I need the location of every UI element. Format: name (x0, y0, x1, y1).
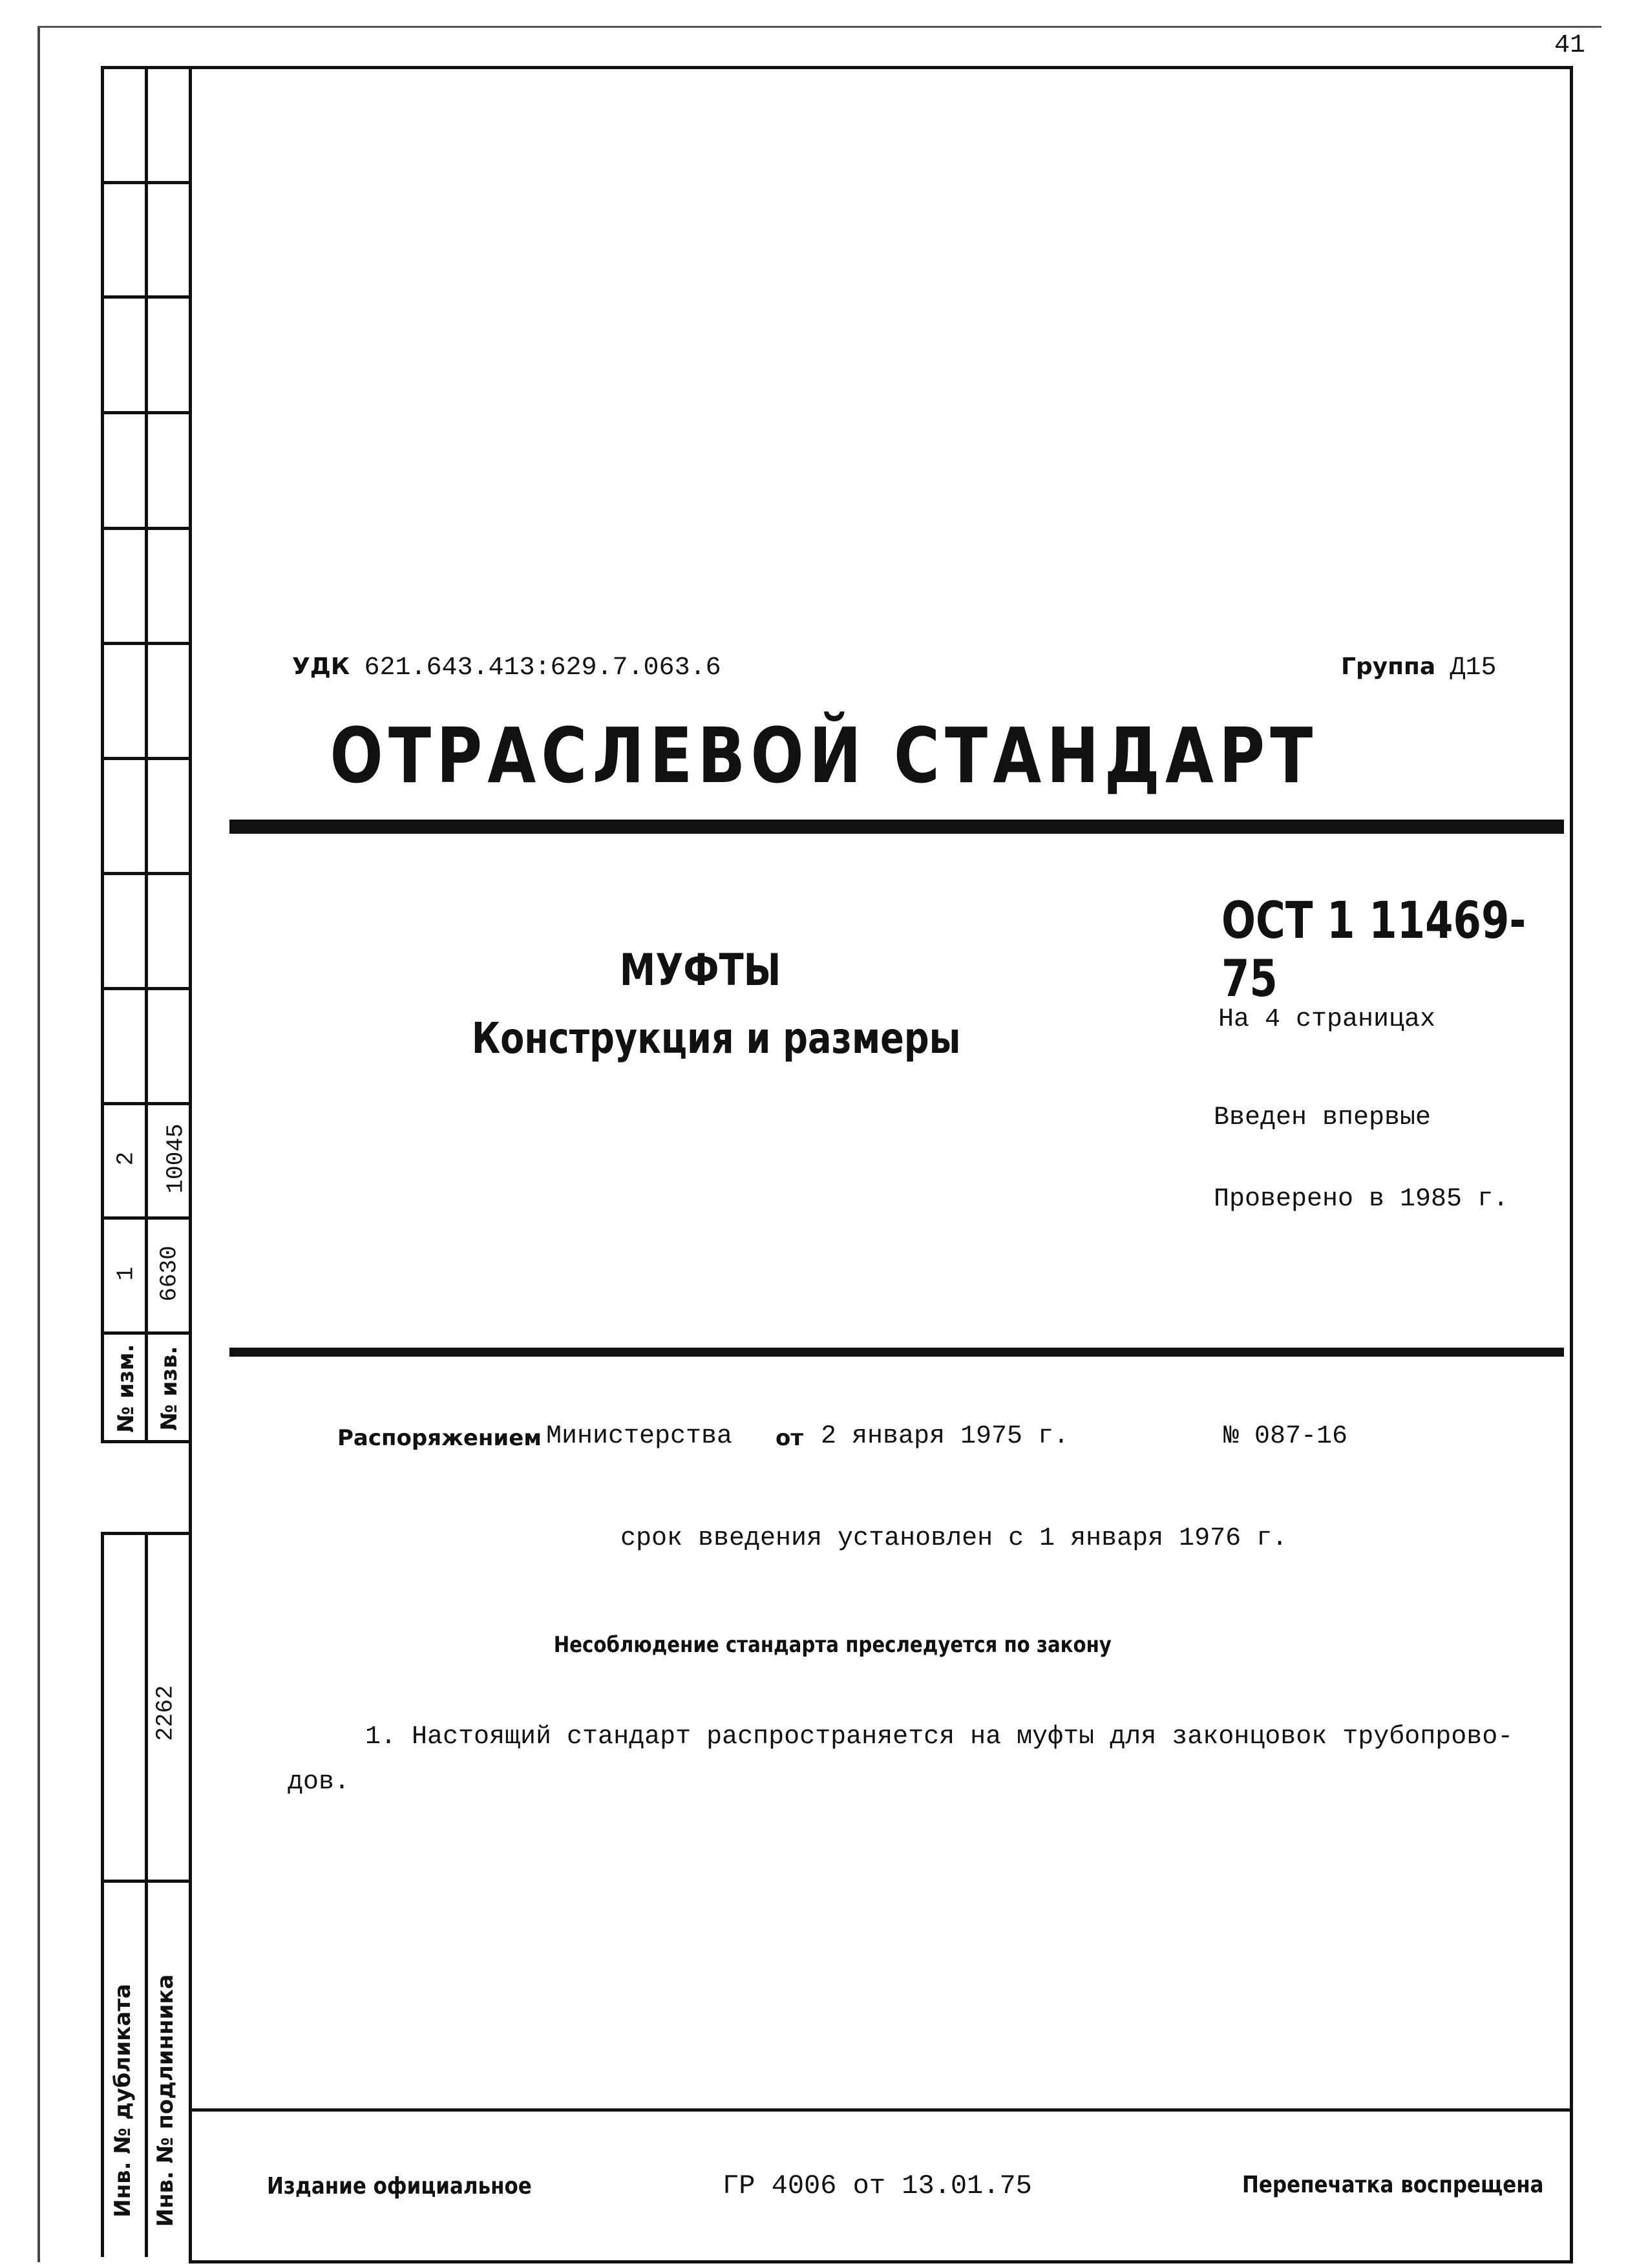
standard-designation: ОСТ 1 11469-75 (1221, 892, 1527, 1008)
outer-border-top (37, 26, 1601, 28)
doc-number-1: 6630 (156, 1245, 183, 1302)
group-label: Группа (1341, 653, 1436, 680)
edition-note: Издание официальное (267, 2173, 532, 2199)
duplicate-inventory-label: Инв. № дубликата (110, 1984, 136, 2218)
udk-line (292, 652, 721, 683)
document-frame (189, 66, 1573, 2263)
udk-label: УДК (292, 653, 350, 680)
doc-number-2: 10045 (162, 1123, 189, 1194)
order-ministry: Министерства (546, 1422, 733, 1451)
checked-note: Проверено в 1985 г. (1214, 1185, 1509, 1214)
group-line (1341, 652, 1496, 683)
legal-warning: Несоблюдение стандарта преследуется по закону (553, 1632, 1112, 1658)
registration-note: ГР 4006 от 13.01.75 (723, 2170, 1032, 2201)
effective-date: срок введения установлен с 1 января 1976 г. (620, 1524, 1288, 1553)
change-row-label: № изм. (113, 1344, 139, 1433)
doc-row-label: № изв. (156, 1346, 182, 1431)
order-date: 2 января 1975 г. (821, 1422, 1070, 1451)
outer-border-left (37, 26, 40, 2262)
paragraph-1-line-1: 1. Настоящий стандарт распространяется на муфты для законцовок трубопрово- (365, 1722, 1514, 1752)
standard-name: МУФТЫ (619, 945, 781, 996)
order-from: от (776, 1425, 804, 1451)
standard-type-title: ОТРАСЛЕВОЙ СТАНДАРТ (330, 711, 1318, 800)
order-label: Распоряжением (337, 1425, 542, 1451)
page-number: 41 (1554, 31, 1586, 60)
section-rule (229, 1348, 1564, 1357)
change-number-1: 1 (112, 1266, 140, 1281)
original-inventory-number: 2262 (152, 1685, 179, 1741)
original-inventory-label: Инв. № подлинника (153, 1974, 178, 2227)
title-rule (229, 820, 1564, 834)
paragraph-1-line-2: дов. (288, 1768, 350, 1797)
page-count: На 4 страницах (1218, 1005, 1436, 1034)
introduced-note: Введен впервые (1214, 1103, 1431, 1132)
reprint-note: Перепечатка воспрещена (1242, 2172, 1544, 2198)
change-number-2: 2 (112, 1151, 140, 1166)
group-value: Д15 (1450, 653, 1497, 683)
footer-divider (189, 2108, 1573, 2112)
order-number: № 087-16 (1223, 1422, 1348, 1451)
udk-value: 621.643.413:629.7.063.6 (364, 653, 721, 683)
standard-subtitle: Конструкция и размеры (471, 1013, 961, 1063)
